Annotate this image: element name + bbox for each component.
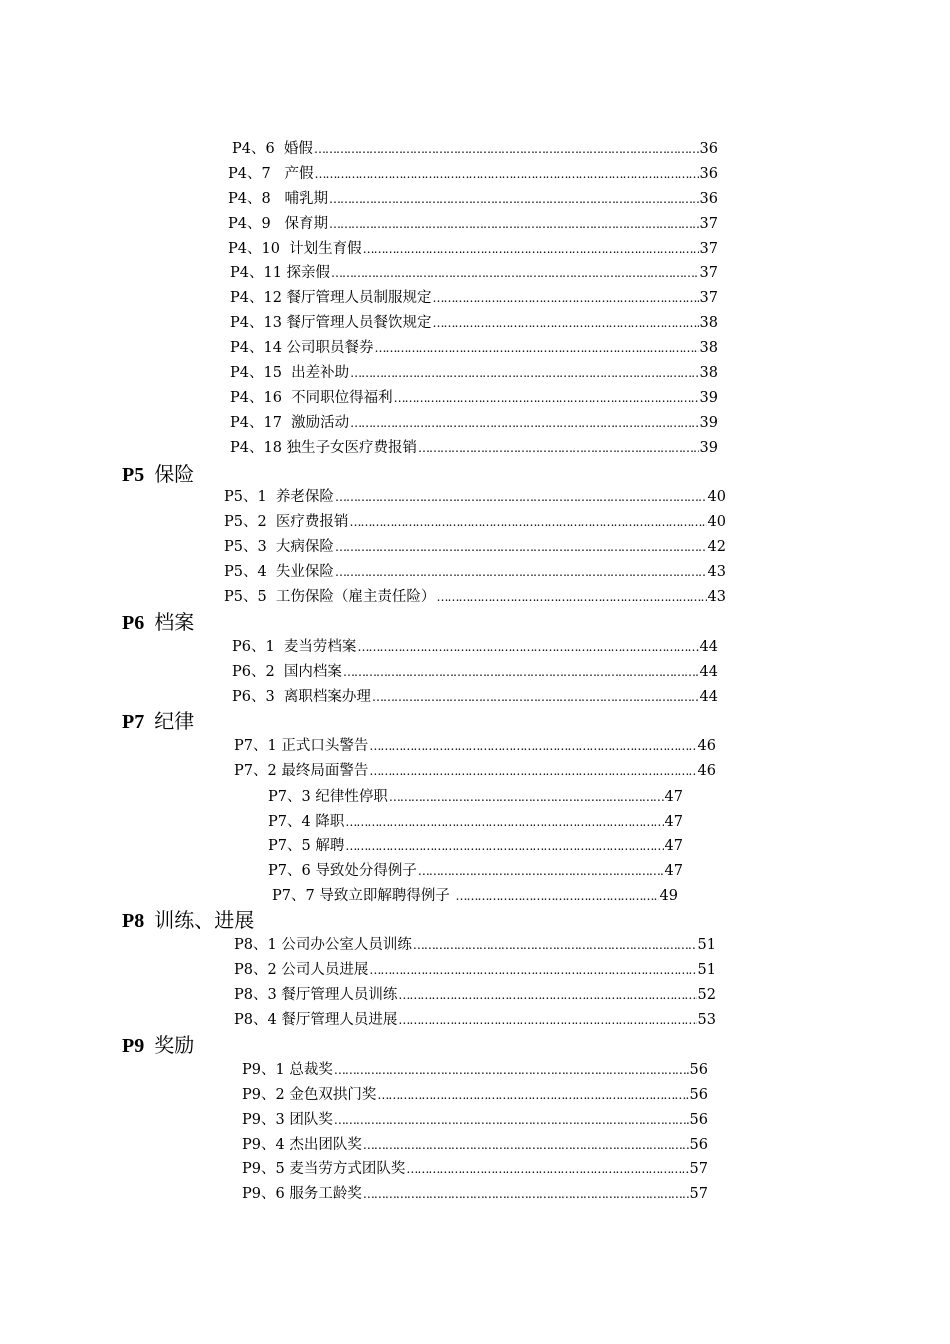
dot-leader — [375, 337, 699, 359]
toc-entry-label: P9、2 金色双拱门奖 — [242, 1087, 377, 1103]
toc-page-number: 43 — [707, 564, 726, 580]
dot-leader — [398, 1009, 696, 1031]
toc-entry-label: P7、4 降职 — [268, 814, 345, 830]
toc-page-number: 44 — [699, 639, 718, 655]
toc-page-number: 57 — [689, 1161, 708, 1177]
dot-leader — [357, 636, 698, 658]
dot-leader — [329, 188, 699, 210]
toc-entry[interactable] — [224, 486, 726, 508]
toc-entry-label: P7、5 解聘 — [268, 838, 345, 854]
toc-entry[interactable] — [234, 959, 716, 981]
toc-page-number: 53 — [697, 1012, 716, 1028]
toc-entry[interactable] — [234, 984, 716, 1006]
toc-entry-label: P5、1 养老保险 — [224, 489, 334, 505]
toc-entry[interactable] — [268, 835, 683, 857]
toc-page-number: 56 — [689, 1087, 708, 1103]
section-title: 训练、进展 — [154, 908, 255, 932]
toc-entry[interactable] — [232, 661, 718, 683]
dot-leader — [350, 412, 698, 434]
dot-leader — [334, 1109, 689, 1131]
dot-leader — [418, 437, 699, 459]
dot-leader — [389, 786, 664, 808]
toc-entry-label: P4、16 不同职位得福利 — [230, 390, 393, 406]
toc-entry[interactable] — [228, 188, 718, 210]
toc-page-number: 40 — [707, 489, 726, 505]
toc-entry[interactable] — [230, 362, 718, 384]
toc-entry[interactable] — [234, 934, 716, 956]
section-title: 纪律 — [154, 709, 195, 733]
toc-entry-label: P4、18 独生子女医疗费报销 — [230, 440, 418, 456]
toc-entry[interactable] — [242, 1158, 708, 1180]
dot-leader — [350, 362, 698, 384]
toc-entry-label: P9、6 服务工龄奖 — [242, 1186, 362, 1202]
toc-page-number: 37 — [699, 265, 718, 281]
toc-entry-label: P4、12 餐厅管理人员制服规定 — [230, 290, 432, 306]
toc-entry-label: P4、8 哺乳期 — [228, 191, 329, 207]
dot-leader — [335, 561, 707, 583]
toc-page-number: 36 — [699, 166, 718, 182]
toc-entry-label: P9、3 团队奖 — [242, 1112, 333, 1128]
toc-entry-label: P9、1 总裁奖 — [242, 1062, 333, 1078]
dot-leader — [455, 885, 658, 907]
toc-page-number: 46 — [697, 763, 716, 779]
dot-leader — [363, 1183, 689, 1205]
toc-entry[interactable] — [228, 238, 718, 260]
toc-page-number: 40 — [707, 514, 726, 530]
toc-entry-label: P8、4 餐厅管理人员进展 — [234, 1012, 398, 1028]
dot-leader — [329, 213, 699, 235]
toc-entry[interactable] — [230, 387, 718, 409]
dot-leader — [345, 811, 663, 833]
dot-leader — [345, 835, 663, 857]
dot-leader — [363, 1134, 689, 1156]
section-title: 奖励 — [154, 1033, 195, 1057]
toc-page-number: 56 — [689, 1062, 708, 1078]
toc-entry-label: P5、2 医疗费报销 — [224, 514, 349, 530]
section-heading — [122, 905, 254, 935]
dot-leader — [398, 984, 696, 1006]
toc-page-number: 37 — [699, 241, 718, 257]
toc-page-number: 36 — [699, 191, 718, 207]
dot-leader — [394, 387, 699, 409]
toc-page-number: 38 — [699, 365, 718, 381]
toc-entry[interactable] — [230, 412, 718, 434]
dot-leader — [433, 287, 699, 309]
toc-entry-label: P8、2 公司人员进展 — [234, 962, 369, 978]
section-code: P9 — [122, 1035, 145, 1057]
toc-page-number: 52 — [697, 987, 716, 1003]
toc-entry-label: P8、1 公司办公室人员训练 — [234, 937, 412, 953]
toc-entry[interactable] — [230, 337, 718, 359]
toc-entry[interactable] — [272, 885, 678, 907]
toc-entry[interactable] — [242, 1084, 708, 1106]
toc-entry[interactable] — [234, 760, 716, 782]
toc-entry[interactable] — [232, 636, 718, 658]
toc-entry[interactable] — [224, 511, 726, 533]
toc-page-number: 56 — [689, 1137, 708, 1153]
dot-leader — [369, 735, 696, 757]
dot-leader — [413, 934, 697, 956]
toc-page-number: 57 — [689, 1186, 708, 1202]
dot-leader — [349, 511, 706, 533]
section-code: P6 — [122, 612, 145, 634]
toc-entry[interactable] — [224, 536, 726, 558]
toc-entry[interactable] — [268, 860, 683, 882]
section-heading — [122, 607, 194, 637]
dot-leader — [372, 686, 699, 708]
toc-entry-label: P5、5 工伤保险（雇主责任险） — [224, 589, 436, 605]
dot-leader — [335, 486, 707, 508]
toc-entry-label: P4、13 餐厅管理人员餐饮规定 — [230, 315, 432, 331]
toc-entry-label: P4、17 激励活动 — [230, 415, 350, 431]
toc-page-number: 39 — [699, 440, 718, 456]
toc-entry-label: P7、3 纪律性停职 — [268, 789, 388, 805]
toc-entry-label: P4、6 婚假 — [232, 141, 313, 157]
toc-page-number: 49 — [659, 888, 678, 904]
toc-page-number: 39 — [699, 415, 718, 431]
dot-leader — [377, 1084, 688, 1106]
toc-entry-label: P4、9 保育期 — [228, 216, 329, 232]
toc-page-number: 51 — [697, 962, 716, 978]
toc-page-number: 43 — [707, 589, 726, 605]
toc-page-number: 44 — [699, 664, 718, 680]
toc-entry[interactable] — [230, 262, 718, 284]
toc-page-number: 36 — [699, 141, 718, 157]
section-heading — [122, 1030, 194, 1060]
toc-entry[interactable] — [268, 786, 683, 808]
toc-page-number: 51 — [697, 937, 716, 953]
toc-page-number: 46 — [697, 738, 716, 754]
toc-entry[interactable] — [242, 1134, 708, 1156]
dot-leader — [369, 959, 696, 981]
dot-leader — [406, 1158, 688, 1180]
dot-leader — [334, 1059, 689, 1081]
toc-entry-label: P7、1 正式口头警告 — [234, 738, 369, 754]
toc-entry-label: P6、3 离职档案办理 — [232, 689, 371, 705]
toc-page-number: 38 — [699, 315, 718, 331]
toc-entry-label: P9、5 麦当劳方式团队奖 — [242, 1161, 406, 1177]
dot-leader — [315, 163, 699, 185]
toc-entry-label: P4、15 出差补助 — [230, 365, 350, 381]
toc-entry[interactable] — [224, 586, 726, 608]
toc-page-number: 47 — [664, 863, 683, 879]
toc-page-number: 47 — [664, 838, 683, 854]
toc-entry-label: P7、6 导致处分得例子 — [268, 863, 417, 879]
toc-entry-label: P9、4 杰出团队奖 — [242, 1137, 362, 1153]
toc-entry-label: P5、4 失业保险 — [224, 564, 334, 580]
toc-page-number: 38 — [699, 340, 718, 356]
toc-page-number: 44 — [699, 689, 718, 705]
toc-page-number: 56 — [689, 1112, 708, 1128]
toc-page-number: 47 — [664, 814, 683, 830]
toc-entry[interactable] — [230, 437, 718, 459]
toc-entry-label: P4、14 公司职员餐券 — [230, 340, 374, 356]
toc-entry-label: P4、10 计划生育假 — [228, 241, 362, 257]
section-heading — [122, 706, 194, 736]
toc-entry[interactable] — [228, 163, 718, 185]
dot-leader — [335, 536, 707, 558]
toc-page-number: 42 — [707, 539, 726, 555]
toc-entry[interactable] — [234, 1009, 716, 1031]
toc-entry-label: P6、2 国内档案 — [232, 664, 342, 680]
toc-entry[interactable] — [228, 213, 718, 235]
toc-page-number: 39 — [699, 390, 718, 406]
dot-leader — [343, 661, 699, 683]
dot-leader — [314, 138, 699, 160]
toc-page-number: 47 — [664, 789, 683, 805]
toc-entry[interactable] — [230, 312, 718, 334]
section-title: 档案 — [154, 610, 195, 634]
toc-entry[interactable] — [230, 287, 718, 309]
toc-entry-label: P4、7 产假 — [228, 166, 314, 182]
section-code: P7 — [122, 711, 145, 733]
toc-entry-label: P7、2 最终局面警告 — [234, 763, 369, 779]
toc-entry-label: P6、1 麦当劳档案 — [232, 639, 357, 655]
dot-leader — [418, 860, 664, 882]
toc-entry[interactable] — [234, 735, 716, 757]
toc-page-number: 37 — [699, 290, 718, 306]
dot-leader — [331, 262, 699, 284]
toc-entry-label: P5、3 大病保险 — [224, 539, 334, 555]
section-title: 保险 — [154, 462, 195, 486]
dot-leader — [436, 586, 706, 608]
toc-entry[interactable] — [268, 811, 683, 833]
toc-entry[interactable] — [242, 1059, 708, 1081]
toc-entry-label: P7、7 导致立即解聘得例子 — [272, 888, 455, 904]
dot-leader — [433, 312, 699, 334]
toc-entry[interactable] — [224, 561, 726, 583]
toc-entry[interactable] — [232, 138, 718, 160]
toc-entry[interactable] — [242, 1183, 708, 1205]
toc-entry[interactable] — [242, 1109, 708, 1131]
dot-leader — [363, 238, 699, 260]
toc-entry-label: P4、11 探亲假 — [230, 265, 331, 281]
dot-leader — [369, 760, 696, 782]
toc-page-number: 37 — [699, 216, 718, 232]
toc-entry[interactable] — [232, 686, 718, 708]
section-code: P8 — [122, 910, 145, 932]
toc-entry-label: P8、3 餐厅管理人员训练 — [234, 987, 398, 1003]
section-heading — [122, 459, 194, 489]
section-code: P5 — [122, 464, 145, 486]
